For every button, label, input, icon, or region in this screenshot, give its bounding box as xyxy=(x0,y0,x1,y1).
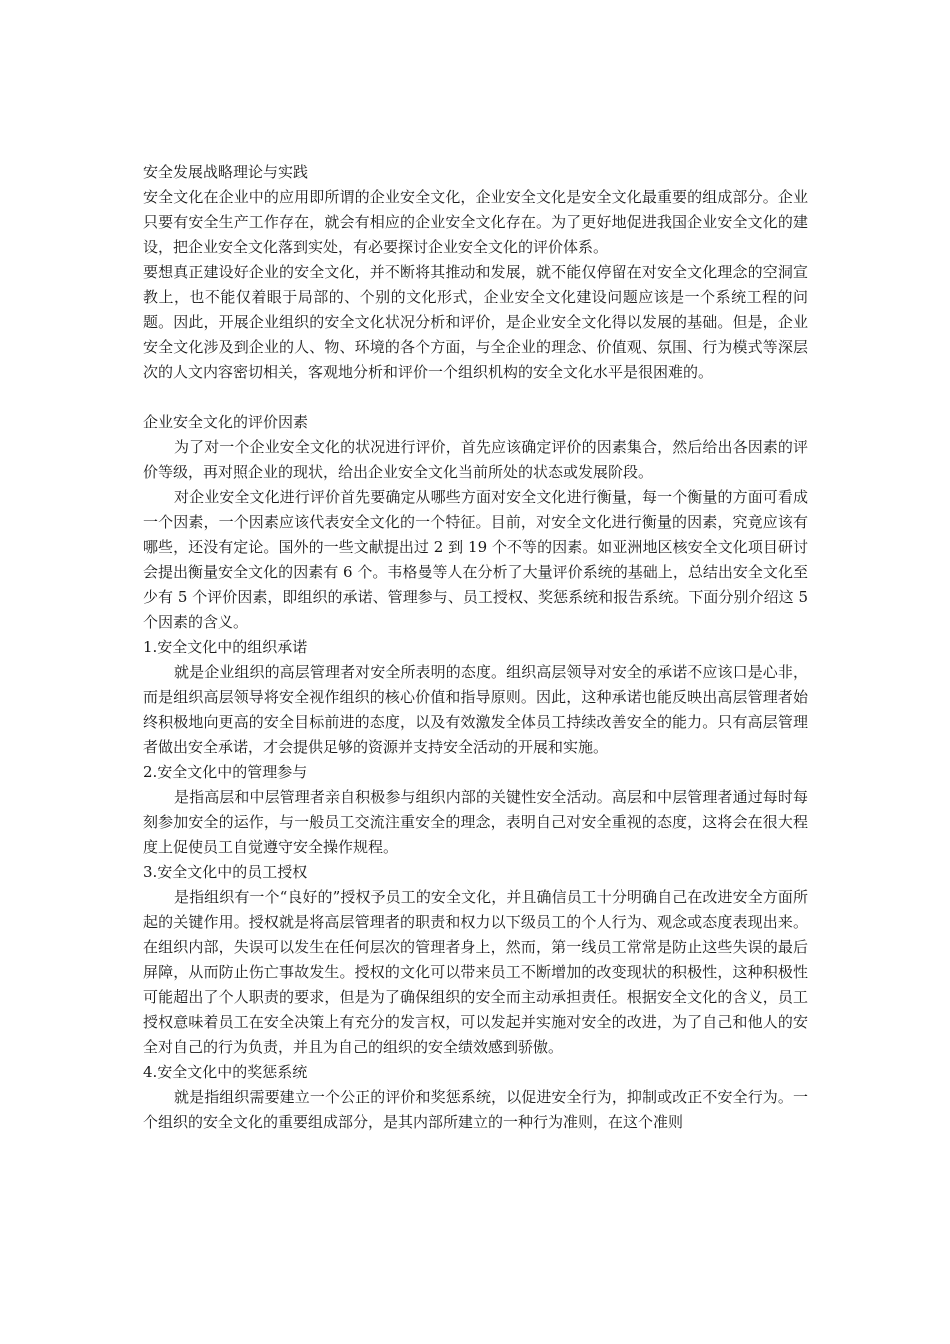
section-title: 企业安全文化的评价因素 xyxy=(143,413,309,431)
factor-heading-4: 4.安全文化中的奖惩系统 xyxy=(143,1063,308,1081)
section-paragraph-1: 为了对一个企业安全文化的状况进行评价，首先应该确定评价的因素集合，然后给出各因素的评价等级，再对照企业的现状，给出企业安全文化当前所处的状态或发展阶段。 xyxy=(143,438,808,481)
factor-heading-1: 1.安全文化中的组织承诺 xyxy=(143,638,308,656)
factor-heading-3: 3.安全文化中的员工授权 xyxy=(143,863,308,881)
factor-heading-2: 2.安全文化中的管理参与 xyxy=(143,763,308,781)
document-page xyxy=(143,160,808,1135)
intro-paragraph-1: 安全文化在企业中的应用即所谓的企业安全文化，企业安全文化是安全文化最重要的组成部分。企业只要有安全生产工作存在，就会有相应的企业安全文化存在。为了更好地促进我国企业安全文化的建设，把企业安全文化落到实处，有必要探讨企业安全文化的评价体系。 xyxy=(143,188,808,256)
section-paragraph-2: 对企业安全文化进行评价首先要确定从哪些方面对安全文化进行衡量，每一个衡量的方面可看成一个因素，一个因素应该代表安全文化的一个特征。目前，对安全文化进行衡量的因素，究竟应该有哪些，还没有定论。国外的一些文献提出过 2 到 19 个不等的因素。如亚洲地区核安全文化项目研讨会提出衡量安全文化的因素有 6 个。韦格曼等人在分析了大量评价系统的基础上，总结出安全文化至少有 5 个评价因素，即组织的承诺、管理参与、员工授权、奖惩系统和报告系统。下面分别介绍这 5 个因素的含义。 xyxy=(143,488,808,631)
factor-text-3: 是指组织有一个“良好的”授权予员工的安全文化，并且确信员工十分明确自己在改进安全方面所起的关键作用。授权就是将高层管理者的职责和权力以下级员工的个人行为、观念或态度表现出来。在组织内部，失误可以发生在任何层次的管理者身上，然而，第一线员工常常是防止这些失误的最后屏障，从而防止伤亡事故发生。授权的文化可以带来员工不断增加的改变现状的积极性，这种积极性可能超出了个人职责的要求，但是为了确保组织的安全而主动承担责任。根据安全文化的含义，员工授权意味着员工在安全决策上有充分的发言权，可以发起并实施对安全的改进，为了自己和他人的安全对自己的行为负责，并且为自己的组织的安全绩效感到骄傲。 xyxy=(143,888,808,1056)
document-title: 安全发展战略理论与实践 xyxy=(143,163,309,181)
spacer xyxy=(143,385,808,410)
factor-text-2: 是指高层和中层管理者亲自积极参与组织内部的关键性安全活动。高层和中层管理者通过每时每刻参加安全的运作，与一般员工交流注重安全的理念，表明自己对安全重视的态度，这将会在很大程度上促使员工自觉遵守安全操作规程。 xyxy=(143,788,808,856)
intro-paragraph-2: 要想真正建设好企业的安全文化，并不断将其推动和发展，就不能仅停留在对安全文化理念的空洞宣教上，也不能仅着眼于局部的、个别的文化形式，企业安全文化建设问题应该是一个系统工程的问题。因此，开展企业组织的安全文化状况分析和评价，是企业安全文化得以发展的基础。但是，企业安全文化涉及到企业的人、物、环境的各个方面，与全企业的理念、价值观、氛围、行为模式等深层次的人文内容密切相关，客观地分析和评价一个组织机构的安全文化水平是很困难的。 xyxy=(143,263,808,381)
factor-text-1: 就是企业组织的高层管理者对安全所表明的态度。组织高层领导对安全的承诺不应该口是心非，而是组织高层领导将安全视作组织的核心价值和指导原则。因此，这种承诺也能反映出高层管理者始终积极地向更高的安全目标前进的态度，以及有效激发全体员工持续改善安全的能力。只有高层管理者做出安全承诺，才会提供足够的资源并支持安全活动的开展和实施。 xyxy=(143,663,808,756)
factor-text-4: 就是指组织需要建立一个公正的评价和奖惩系统，以促进安全行为，抑制或改正不安全行为。一个组织的安全文化的重要组成部分，是其内部所建立的一种行为准则，在这个准则 xyxy=(143,1088,808,1131)
